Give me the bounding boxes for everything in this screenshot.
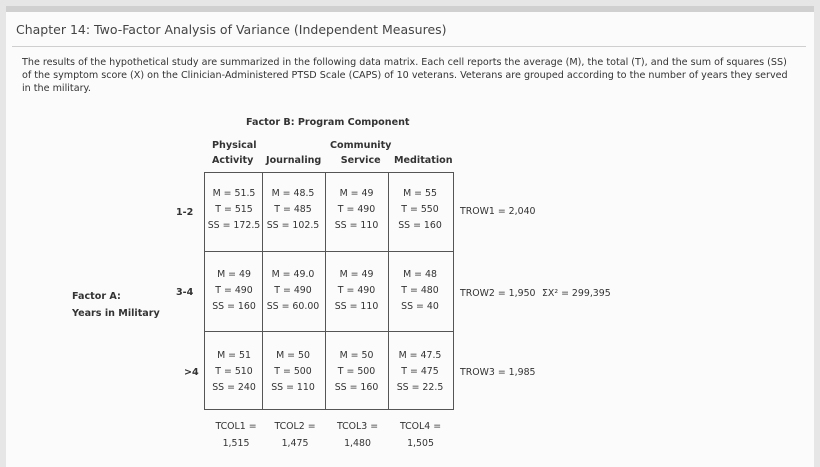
grid-line <box>205 251 453 252</box>
cell-r2-c2: M = 49.0 T = 490 SS = 60.00 <box>266 269 320 312</box>
row-label-3: >4 <box>184 367 199 378</box>
column-total-2: TCOL2 = 1,475 <box>274 421 316 449</box>
row-total-1: TROW1 = 2,040 <box>460 206 536 217</box>
column-header-1: Physical Activity <box>212 140 257 166</box>
row-label-2: 3-4 <box>176 287 194 298</box>
cell-r2-c4: M = 48 T = 480 SS = 40 <box>401 269 439 312</box>
cell-r3-c4: M = 47.5 T = 475 SS = 22.5 <box>396 350 444 393</box>
row-total-2: TROW2 = 1,950 <box>460 288 536 299</box>
grid-line <box>205 331 453 332</box>
intro-paragraph: The results of the hypothetical study are summarized in the following data matrix. Each cell reports the average (M), the total (T), and the sum of squares (SS) of the symptom score (X) on the Clinician-Administered PTSD Scale (CAPS) of 10 veterans. Veterans are grouped according to the number of years they served in the military. <box>22 57 788 94</box>
cell-r1-c2: M = 48.5 T = 485 SS = 102.5 <box>266 188 320 231</box>
cell-r2-c1: M = 49 T = 490 SS = 160 <box>212 269 256 312</box>
column-header-3: Community Service <box>330 140 392 166</box>
row-label-1: 1-2 <box>176 207 194 218</box>
factor-b-heading: Factor B: Program Component <box>246 117 410 128</box>
column-total-3: TCOL3 = 1,480 <box>336 421 379 449</box>
cell-r3-c3: M = 50 T = 500 SS = 160 <box>334 350 379 393</box>
column-total-4: TCOL4 = 1,505 <box>399 421 442 449</box>
top-bar <box>6 6 814 12</box>
cell-r3-c2: M = 50 T = 500 SS = 110 <box>271 350 315 393</box>
cell-r3-c1: M = 51 T = 510 SS = 240 <box>212 350 256 393</box>
factor-a-heading: Factor A: Years in Military <box>72 291 160 319</box>
cell-r1-c1: M = 51.5 T = 515 SS = 172.5 <box>207 188 261 231</box>
sum-x-squared: ΣX² = 299,395 <box>542 288 611 299</box>
cell-r1-c3: M = 49 T = 490 SS = 110 <box>334 188 379 231</box>
chapter-title: Chapter 14: Two-Factor Analysis of Variance (Independent Measures) <box>12 14 806 47</box>
cell-r2-c3: M = 49 T = 490 SS = 110 <box>334 269 379 312</box>
column-total-1: TCOL1 = 1,515 <box>215 421 257 449</box>
row-total-3: TROW3 = 1,985 <box>460 367 536 378</box>
cell-r1-c4: M = 55 T = 550 SS = 160 <box>398 188 442 231</box>
column-header-4: Meditation <box>394 155 453 166</box>
column-header-2: Journaling <box>266 155 322 166</box>
